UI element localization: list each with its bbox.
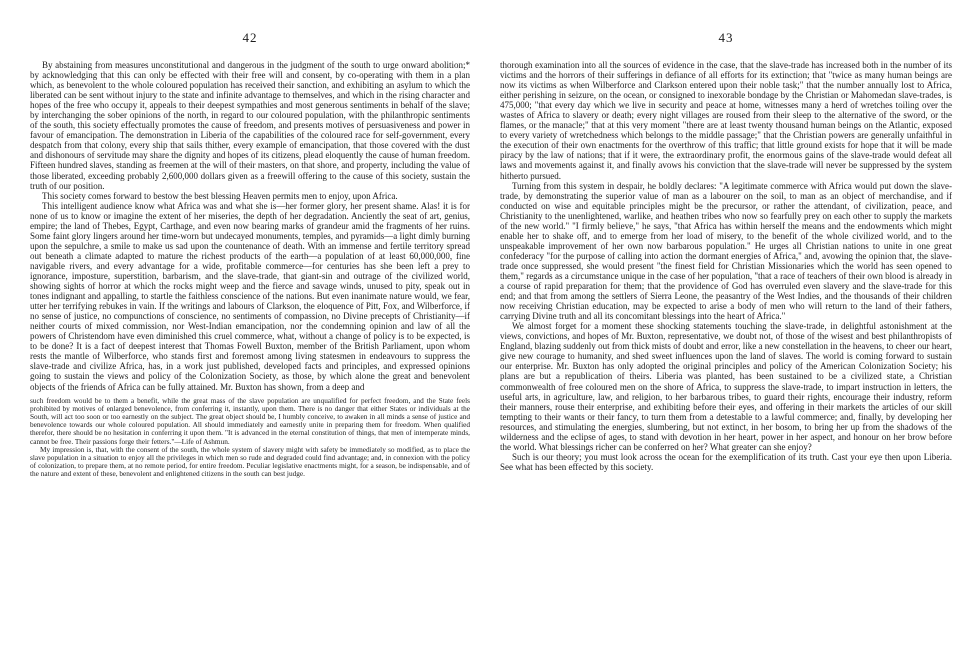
page-number-right: 43	[718, 30, 734, 45]
right-body-text	[500, 60, 952, 472]
right-page	[500, 0, 952, 664]
left-page	[30, 0, 470, 664]
right-paragraph-4: Such is our theory; you must look across the ocean for the exemplification of its truth. Cast your eye then upon Liberia. See what has been effected by this society.	[500, 451, 952, 472]
right-paragraph-2: Turning from this system in despair, he boldly declares: "A legitimate commerce with Africa would put down the slave-trade, by demonstrating the superior value of man as a labourer on the soil, to man as an object of merchandise, and if conducted on wise and equitable principles might be the precursor, or rather the attendant, of civilization, peace, and Christianity to the unenlightened, warlike, and heathen tribes who now so fearfully prey on each other to supply the markets of the new world." "I firmly believe," he says, "that Africa has within herself the means and the endowments which might enable her to shake off, and to emerge from her load of misery, to the benefit of the whole civilized world, and to the unspeakable improvement of her own now barbarous population." He urges all Christian nations to unite in one great confederacy "for the purpose of calling into action the dormant energies of Africa," and, avowing the opinion that, the slave-trade once suppressed, she would present "the finest field for Christian Missionaries which the world has seen opened to them," regards as a circumstance unique in the case of her population, "that a race of teachers of their own blood is already in a course of rapid preparation for them; that the providence of God has overruled even slavery and the slave-trade for this end; and that from among the settlers of Sierra Leone, the peasantry of the West Indies, and the thousands of their children now receiving Christian education, may be expected to arise a body of men who will return to the land of their fathers, carrying Divine truth and all its concomitant blessings into the heart of Africa."	[500, 180, 952, 322]
page-number-left: 42	[242, 30, 258, 45]
left-paragraph-3: This intelligent audience know what Africa was and what she is—her former glory, her present shame. Alas! it is for none of us to know or imagine the extent of her miseries, the depth of her degradation. Anciently the seat of art, genius, empire; the land of Thebes, Egypt, Carthage, and even now bearing marks of grandeur amid the fragments of her ruins. Some faint glory lingers around her time-worn but undecayed monuments, temples, and pyramids—a light dimly burning upon the sepulchre, a smile to make us sad upon the countenance of death. With an immense and fertile territory spread out beneath a climate adapted to mature the richest products of the earth—a population of at least 60,000,000, fine navigable rivers, and every advantage for a wide, profitable commerce—for centuries has she been left a prey to ignorance, imposture, superstition, barbarism, and the slave-trade, that giant-sin and outrage of the civilized world, showing sights of horror at which the rocks might weep and the fierce and savage winds, unused to pity, speak out in tones indignant and appalling, to startle the faithless conscience of the nations. But even inanimate nature would, we fear, utter her terrifying rebukes in vain. If the writings and labours of Clarkson, the eloquence of Pitt, Fox, and Wilberforce, if no sense of justice, no compunctions of conscience, no sentiments of compassion, no Divine precepts of Christianity—if neither courts of mixed commission, nor West-Indian emancipation, nor the condemning opinion and law of all the powers of Christendom have even diminished this cruel commerce, what, without a change of policy is to be expected, is to be done? It is a fact of deepest interest that Thomas Fowell Buxton, member of the British Parliament, upon whom rests the mantle of Wilberforce, who stands first and foremost among living statesmen in endeavours to suppress the slave-trade and civilize Africa, has, in a work just published, developed facts and principles, and expressed opinions going to sustain the views and policy of the Colonization Society, as those, by which alone the great and benevolent objects of the friends of Africa can be fully attained. Mr. Buxton has shown, from a deep and	[30, 200, 470, 392]
left-paragraph-1: By abstaining from measures unconstitutional and dangerous in the judgment of the south to urge onward abolition;* by acknowledging that this can only be effected with their free will and consent, by co-operating with them in a plan which, as benevolent to the whole coloured population has received their sanction, and exhibiting an asylum to which the liberated can be sent without injury to the state and infinite advantage to themselves, and which in the rising character and hopes of the free who occupy it, appeals to their deepest sympathies and most generous sentiments in behalf of the slave; by interchanging the sober opinions of the north, in regard to our coloured population, with the philanthropic sentiments of the south, this society effectually promotes the cause of freedom, and presents motives of persuasiveness and power in favour of emancipation. The demonstration in Liberia of the capabilities of the coloured race for self-government, every despatch from that colony, every ship that sails thither, every example of emancipation, that those covered with the dust and dishonours of servitude may share the dignity and hopes of its citizens, plead eloquently the cause of human freedom. Fifteen hundred slaves, standing as freemen at the will of their masters, on that shore, and property, including the value of those liberated, exceeding probably 2,600,000 dollars given as a freewill offering to the cause of this society, sustain the truth of our position.	[30, 60, 470, 191]
right-paragraph-3: We almost forget for a moment these shocking statements touching the slave-trade, in delightful astonishment at the views, convictions, and hopes of Mr. Buxton, representative, we doubt not, of those of the wisest and best philanthropists of England, blazing suddenly out from thick mists of doubt and error, like a new constellation in the heavens, to cheer our heart, give new courage to humanity, and shed sweet influences upon the land of slaves. The world is coming forward to sustain our enterprise. Mr. Buxton has only adopted the original principles and policy of the American Colonization Society; his plans are but a republication of theirs. Liberia was planted, has been sustained to be a civilized state, a Christian commonwealth of free coloured men on the shore of Africa, to suppress the slave-trade, to impart instruction in letters, the useful arts, in agriculture, law, and religion, to her barbarous tribes, to guard their rights, encourage their industry, reform their manners, rouse their enterprise, and exhibiting before their eyes, and offering in their markets the articles of our skill tempting to their wants or their fancy, to turn them from a detestable to a lawful commerce; and, finally, by developing her resources, and stimulating the energies, slumbering, but not extinct, in her bosom, to bring her up from the shadows of the wilderness and the eclipse of ages, to stand with devotion in her heart, power in her aspect, and honour on her brow before the world. What blessings richer can be conferred on her? What greater can she enjoy?	[500, 321, 952, 452]
footnote-2: My impression is, that, with the consent of the south, the whole system of slavery might with safety be immediately so modified, as to place the slave population in a situation to enjoy all the privileges in which men so rude and degraded could find advantage; and, in connexion with the policy of colonization, to prepare them, at no remote period, for entire freedom. Peculiar legislative enactments might, for a season, be indispensable, and of the nature and extent of these, benevolent and enlightened citizens in the south can best judge.	[30, 444, 470, 479]
footnote-1: such freedom would be to them a benefit, while the great mass of the slave population are unqualified for perfect freedom, and the State feels prohibited by motives of enlarged benevolence, from conferring it, instantly, upon them. There is no danger that either States or individuals at the South, will act too soon or too earnestly on the subject. The great object should be, I humbly conceive, to awaken in all minds a sense of justice and benevolence towards our whole coloured population. All should immediately and earnestly unite in preparing them for freedom. When qualified therefor, there should be no hesitation in conferring it upon them. "It is advanced in the eternal constitution of things, that men of intemperate minds, cannot be free. Their passions forge their fetters."—Life of Ashmun.	[30, 395, 470, 446]
left-body-text	[30, 60, 470, 392]
left-paragraph-2: This society comes forward to bestow the best blessing Heaven permits men to enjoy, upon Africa.	[42, 190, 398, 201]
left-footnotes	[30, 397, 470, 479]
right-paragraph-1: thorough examination into all the sources of evidence in the case, that the slave-trade has increased both in the number of its victims and the horrors of their sufferings in defiance of all efforts for its extinction; that "twice as many human beings are now its victims as when Wilberforce and Clarkson entered upon their noble task;" that the number annually lost to Africa, either perishing in seizure, on the ocean, or consigned to inexorable bondage by the Christian or Mahomedan slave-trades, is 475,000; "that every day which we live in security and peace at home, witnesses many a herd of wretches toiling over the wastes of Africa to slavery or death; every night villages are roused from their sleep to the alternative of the sword, or the flames, or the manacle;" that at this very moment "there are at least twenty thousand human beings on the Atlantic, exposed to every variety of wretchedness which belongs to the middle passage;" that the Christian powers are generally unfaithful in the execution of their own enactments for the overthrow of this traffic; that little ground exists for hope that it will be made piracy by the law of nations; that if it were, the extraordinary profit, the enormous gains of the slave-trade would defeat all laws and movements against it, and finally avows his conviction that the slave-trade will never be suppressed by the system hitherto pursued.	[500, 60, 952, 181]
